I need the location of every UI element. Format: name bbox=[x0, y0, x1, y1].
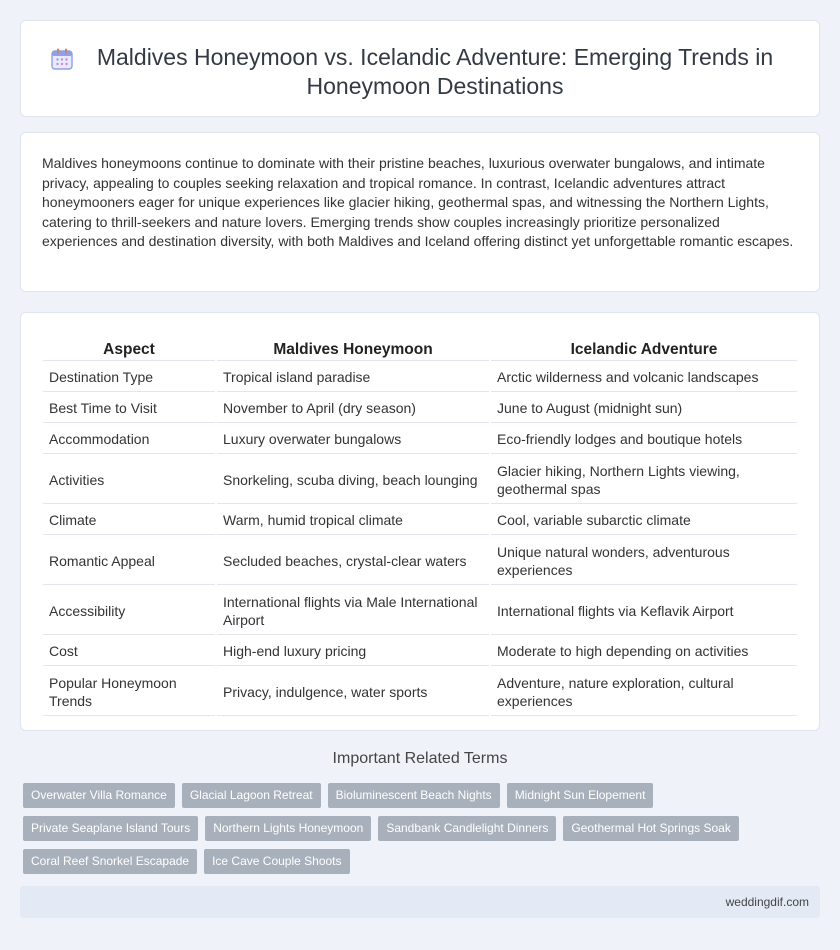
table-row bbox=[43, 456, 797, 504]
tag-row bbox=[23, 849, 803, 874]
related-term-tag[interactable]: Ice Cave Couple Shoots bbox=[204, 849, 349, 874]
iceland-cell: Unique natural wonders, adventurous experiences bbox=[491, 537, 797, 585]
aspect-cell: Destination Type bbox=[43, 363, 215, 392]
iceland-cell: Eco-friendly lodges and boutique hotels bbox=[491, 425, 797, 454]
related-term-tag[interactable]: Midnight Sun Elopement bbox=[507, 783, 654, 808]
table-header-row bbox=[43, 335, 797, 361]
table-row bbox=[43, 637, 797, 666]
comparison-table bbox=[41, 333, 799, 718]
table-row bbox=[43, 506, 797, 535]
iceland-cell: International flights via Keflavik Airport bbox=[491, 587, 797, 635]
table-row bbox=[43, 537, 797, 585]
iceland-cell: Moderate to high depending on activities bbox=[491, 637, 797, 666]
page-title: Maldives Honeymoon vs. Icelandic Adventure: Emerging Trends in Honeymoon Destinations bbox=[96, 44, 774, 99]
related-term-tag[interactable]: Private Seaplane Island Tours bbox=[23, 816, 198, 841]
intro-card bbox=[20, 132, 820, 292]
table-row bbox=[43, 668, 797, 716]
related-term-tag[interactable]: Bioluminescent Beach Nights bbox=[328, 783, 500, 808]
maldives-cell: November to April (dry season) bbox=[217, 394, 489, 423]
maldives-cell: Luxury overwater bungalows bbox=[217, 425, 489, 454]
tag-row bbox=[23, 816, 803, 841]
tag-row bbox=[23, 783, 803, 808]
footer-site-name[interactable]: weddingdif.com bbox=[725, 895, 809, 909]
maldives-cell: High-end luxury pricing bbox=[217, 637, 489, 666]
iceland-cell: Glacier hiking, Northern Lights viewing, geothermal spas bbox=[491, 456, 797, 504]
iceland-cell: June to August (midnight sun) bbox=[491, 394, 797, 423]
table-row bbox=[43, 394, 797, 423]
aspect-cell: Cost bbox=[43, 637, 215, 666]
related-terms-title: Important Related Terms bbox=[332, 750, 508, 767]
maldives-cell: Snorkeling, scuba diving, beach lounging bbox=[217, 456, 489, 504]
table-row bbox=[43, 363, 797, 392]
related-term-tag[interactable]: Sandbank Candlelight Dinners bbox=[378, 816, 556, 841]
aspect-cell: Romantic Appeal bbox=[43, 537, 215, 585]
aspect-cell: Climate bbox=[43, 506, 215, 535]
column-header-iceland: Icelandic Adventure bbox=[491, 335, 797, 361]
related-term-tag[interactable]: Coral Reef Snorkel Escapade bbox=[23, 849, 197, 874]
iceland-cell: Cool, variable subarctic climate bbox=[491, 506, 797, 535]
maldives-cell: Secluded beaches, crystal-clear waters bbox=[217, 537, 489, 585]
footer bbox=[20, 886, 820, 918]
iceland-cell: Adventure, nature exploration, cultural experiences bbox=[491, 668, 797, 716]
related-terms-tags bbox=[23, 783, 803, 882]
table-row bbox=[43, 587, 797, 635]
related-term-tag[interactable]: Geothermal Hot Springs Soak bbox=[563, 816, 738, 841]
header-card bbox=[20, 20, 820, 117]
aspect-cell: Accommodation bbox=[43, 425, 215, 454]
aspect-cell: Best Time to Visit bbox=[43, 394, 215, 423]
maldives-cell: Privacy, indulgence, water sports bbox=[217, 668, 489, 716]
comparison-table-card bbox=[20, 312, 820, 731]
aspect-cell: Accessibility bbox=[43, 587, 215, 635]
table-row bbox=[43, 425, 797, 454]
aspect-cell: Activities bbox=[43, 456, 215, 504]
related-term-tag[interactable]: Northern Lights Honeymoon bbox=[205, 816, 371, 841]
aspect-cell: Popular Honeymoon Trends bbox=[43, 668, 215, 716]
maldives-cell: International flights via Male International Airport bbox=[217, 587, 489, 635]
related-term-tag[interactable]: Overwater Villa Romance bbox=[23, 783, 175, 808]
maldives-cell: Tropical island paradise bbox=[217, 363, 489, 392]
related-term-tag[interactable]: Glacial Lagoon Retreat bbox=[182, 783, 321, 808]
column-header-aspect: Aspect bbox=[43, 335, 215, 361]
iceland-cell: Arctic wilderness and volcanic landscapes bbox=[491, 363, 797, 392]
intro-paragraph: Maldives honeymoons continue to dominate with their pristine beaches, luxurious overwater bungalows, and intimate privacy, appealing to couples seeking relaxation and tropical romance. In contrast, Icelandic adventures attract honeymooners eager for unique experiences like glacier hiking, geothermal spas, and witnessing the Northern Lights, catering to thrill-seekers and nature lovers. Emerging trends show couples increasingly prioritize personalized experiences and destination diversity, with both Maldives and Iceland offering distinct yet unforgettable romantic escapes. bbox=[42, 155, 794, 250]
maldives-cell: Warm, humid tropical climate bbox=[217, 506, 489, 535]
column-header-maldives: Maldives Honeymoon bbox=[217, 335, 489, 361]
